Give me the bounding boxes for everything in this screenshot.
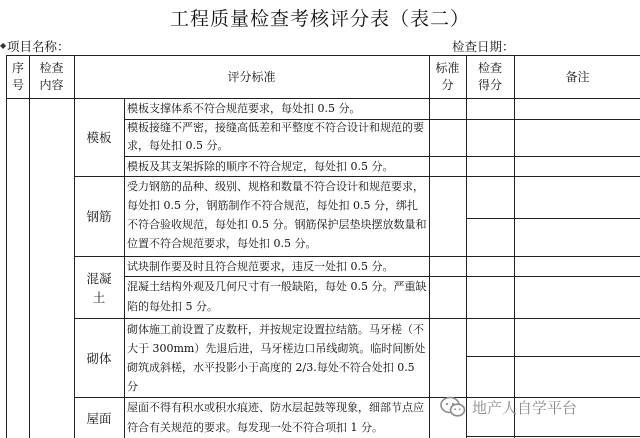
criteria-masonry-1: 砌体施工前设置了皮数杆，并按规定设置拉结筋。马牙槎（不大于 300mm）先退后进，马牙槎边口吊线砌筑。临时间断处砌筑成斜槎，水平投影小于高度的 2/3.每处不符合处扣 0.5 分 xyxy=(127,323,426,393)
watermark xyxy=(440,396,577,418)
category-masonry: 砌体 xyxy=(86,350,112,366)
project-name-label: 项目名称： xyxy=(7,39,70,54)
criteria-concrete-2: 混凝土结构外观及几何尺寸有一般缺陷，每处 0.5 分。严重缺陷的每处扣 5 分。 xyxy=(127,280,427,313)
header-seq: 序 号 xyxy=(11,61,24,92)
header-score: 检查 得分 xyxy=(477,61,502,92)
criteria-roof-1: 屋面不得有积水或积水痕迹、防水层起鼓等现象，细部节点应符合有关规范的要求。每发现一处不符合项扣 1 分。 xyxy=(127,401,424,434)
criteria-formwork-1: 模板支撑体系不符合规范要求，每处扣 0.5 分。 xyxy=(127,102,361,115)
category-concrete xyxy=(75,257,123,318)
header-criteria: 评分标准 xyxy=(227,69,276,84)
criteria-formwork-2: 模板接缝不严密，接缝高低差和平整度不符合设计和规范的要求，每处扣 0.5 分。 xyxy=(127,121,424,152)
category-rebar: 钢筋 xyxy=(86,209,112,224)
wechat-icon xyxy=(440,396,466,418)
criteria-concrete-1: 试块制作要及时且符合规范要求，违反一处扣 0.5 分。 xyxy=(127,260,394,273)
header-remark: 备注 xyxy=(565,69,590,84)
check-date-label: 检查日期： xyxy=(452,39,515,54)
anchor-marker-icon: ◆ xyxy=(0,41,7,50)
category-roof: 屋面 xyxy=(86,410,112,426)
watermark-text: 地产人自学平台 xyxy=(472,398,578,417)
criteria-formwork-3: 模板及其支架拆除的顺序不符合规定，每处扣 0.5 分。 xyxy=(127,160,394,173)
page-title: 工程质量检查考核评分表（表二） xyxy=(169,8,470,30)
category-concrete-line2: 土 xyxy=(92,289,106,305)
header-standard: 标准 分 xyxy=(435,61,460,92)
score-table xyxy=(6,55,640,438)
header-content: 检查 内容 xyxy=(39,61,64,92)
category-concrete-line1: 混凝 xyxy=(86,270,112,286)
criteria-rebar-1: 受力钢筋的品种、级别、规格和数量不符合设计和规范要求，每处扣 0.5 分，钢筋制作不符合规范，每处扣 0.5 分，绑扎不符合验收规范，每处扣 0.5 分。钢筋保护层垫块摆放数量和位置不符合规范要求，每处扣 0.5 分。 xyxy=(127,180,427,250)
category-formwork: 模板 xyxy=(86,130,112,145)
